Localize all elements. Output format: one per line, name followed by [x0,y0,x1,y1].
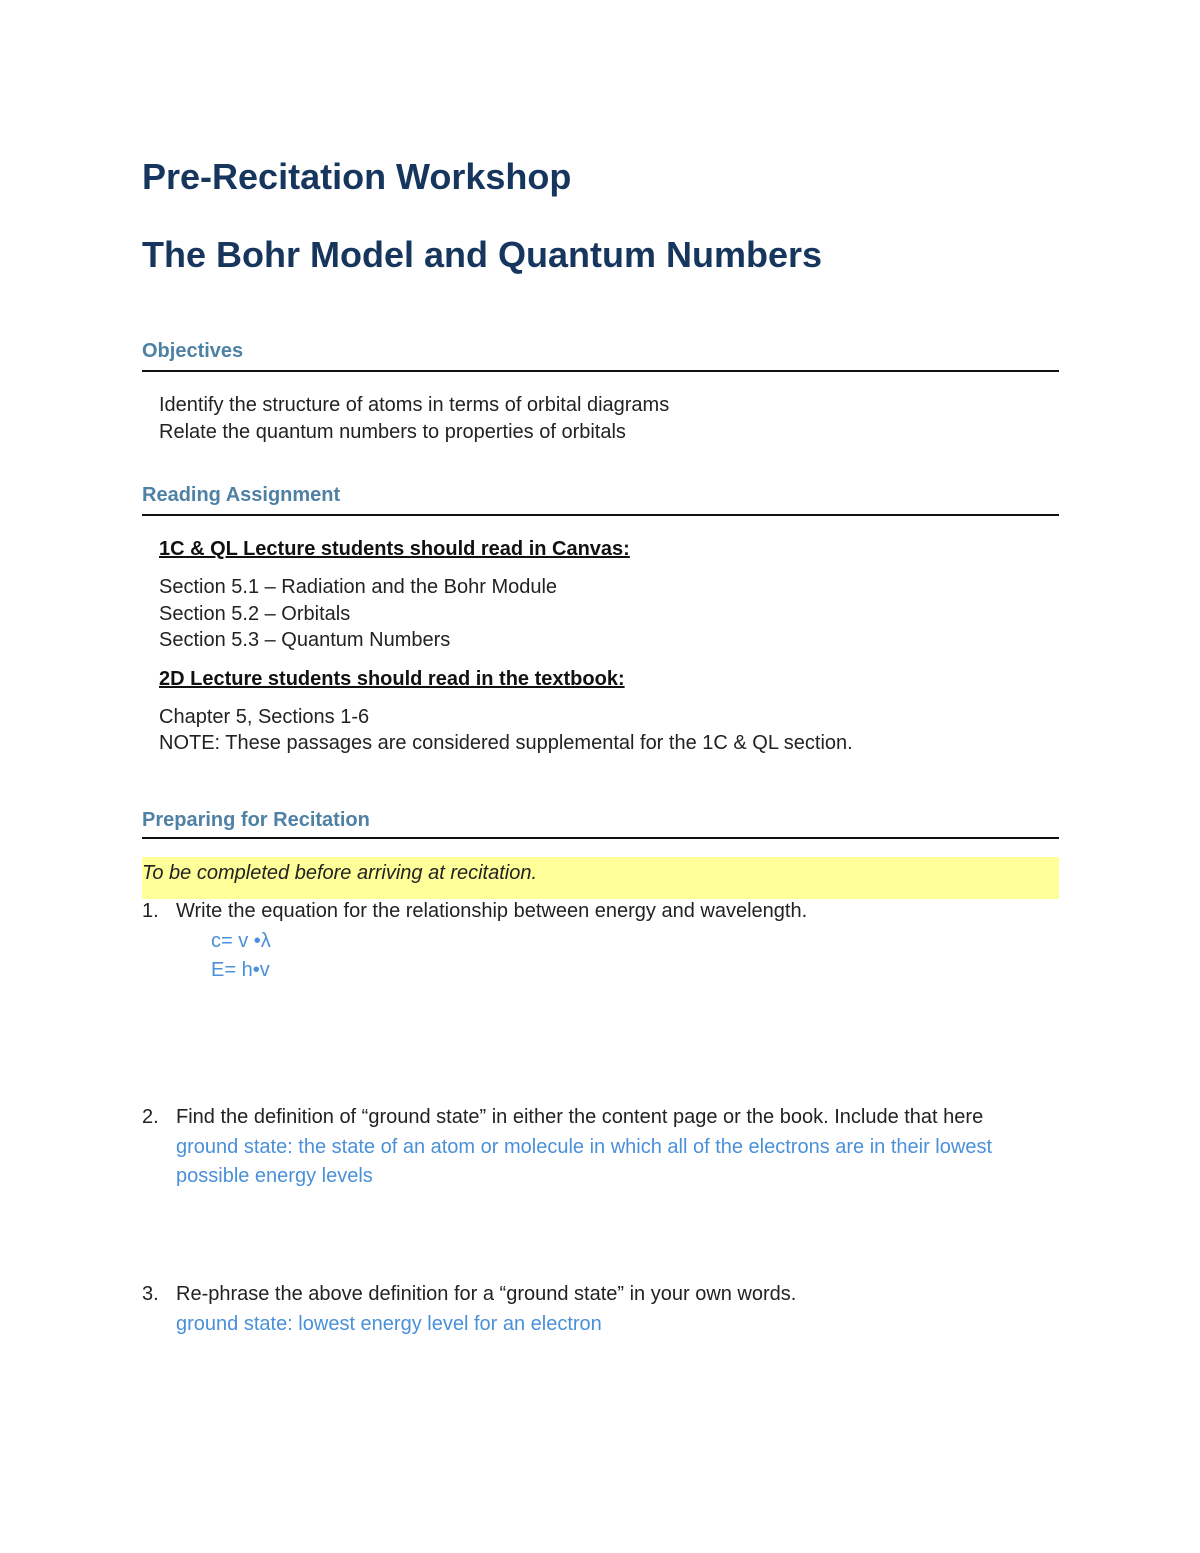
reading-item: Chapter 5, Sections 1-6 [159,706,370,728]
answer-text: E= h•v [211,959,270,981]
question-text: Find the definition of “ground state” in either the content page or the book. Include that here [176,1106,984,1128]
reading-item: Section 5.1 – Radiation and the Bohr Module [159,576,558,598]
reading-item: Section 5.2 – Orbitals [159,603,351,625]
question-number: 1. [142,900,159,922]
reading-heading: Reading Assignment [142,484,341,506]
page-title: Pre-Recitation Workshop [142,156,572,197]
question-number: 2. [142,1106,159,1128]
answer-text: possible energy levels [176,1165,373,1187]
objectives-divider [142,370,1059,372]
reading-item: Section 5.3 – Quantum Numbers [159,629,451,651]
question-text: Write the equation for the relationship between energy and wavelength. [176,900,808,922]
answer-text: ground state: the state of an atom or molecule in which all of the electrons are in their lowest [176,1136,992,1158]
reading-group-2-title: 2D Lecture students should read in the textbook: [159,668,625,690]
objective-item: Relate the quantum numbers to properties of orbitals [159,421,626,443]
preparing-note: To be completed before arriving at recitation. [142,862,538,884]
preparing-heading: Preparing for Recitation [142,809,370,831]
reading-note: NOTE: These passages are considered supplemental for the 1C & QL section. [159,732,853,754]
question-number: 3. [142,1283,159,1305]
answer-text: c= v •λ [211,930,271,952]
question-text: Re-phrase the above definition for a “ground state” in your own words. [176,1283,797,1305]
answer-text: ground state: lowest energy level for an electron [176,1313,602,1335]
preparing-divider [142,837,1059,839]
objectives-heading: Objectives [142,340,244,362]
page-subtitle: The Bohr Model and Quantum Numbers [142,234,823,275]
objective-item: Identify the structure of atoms in terms of orbital diagrams [159,394,670,416]
reading-divider [142,514,1059,516]
reading-group-1-title: 1C & QL Lecture students should read in Canvas: [159,538,630,560]
